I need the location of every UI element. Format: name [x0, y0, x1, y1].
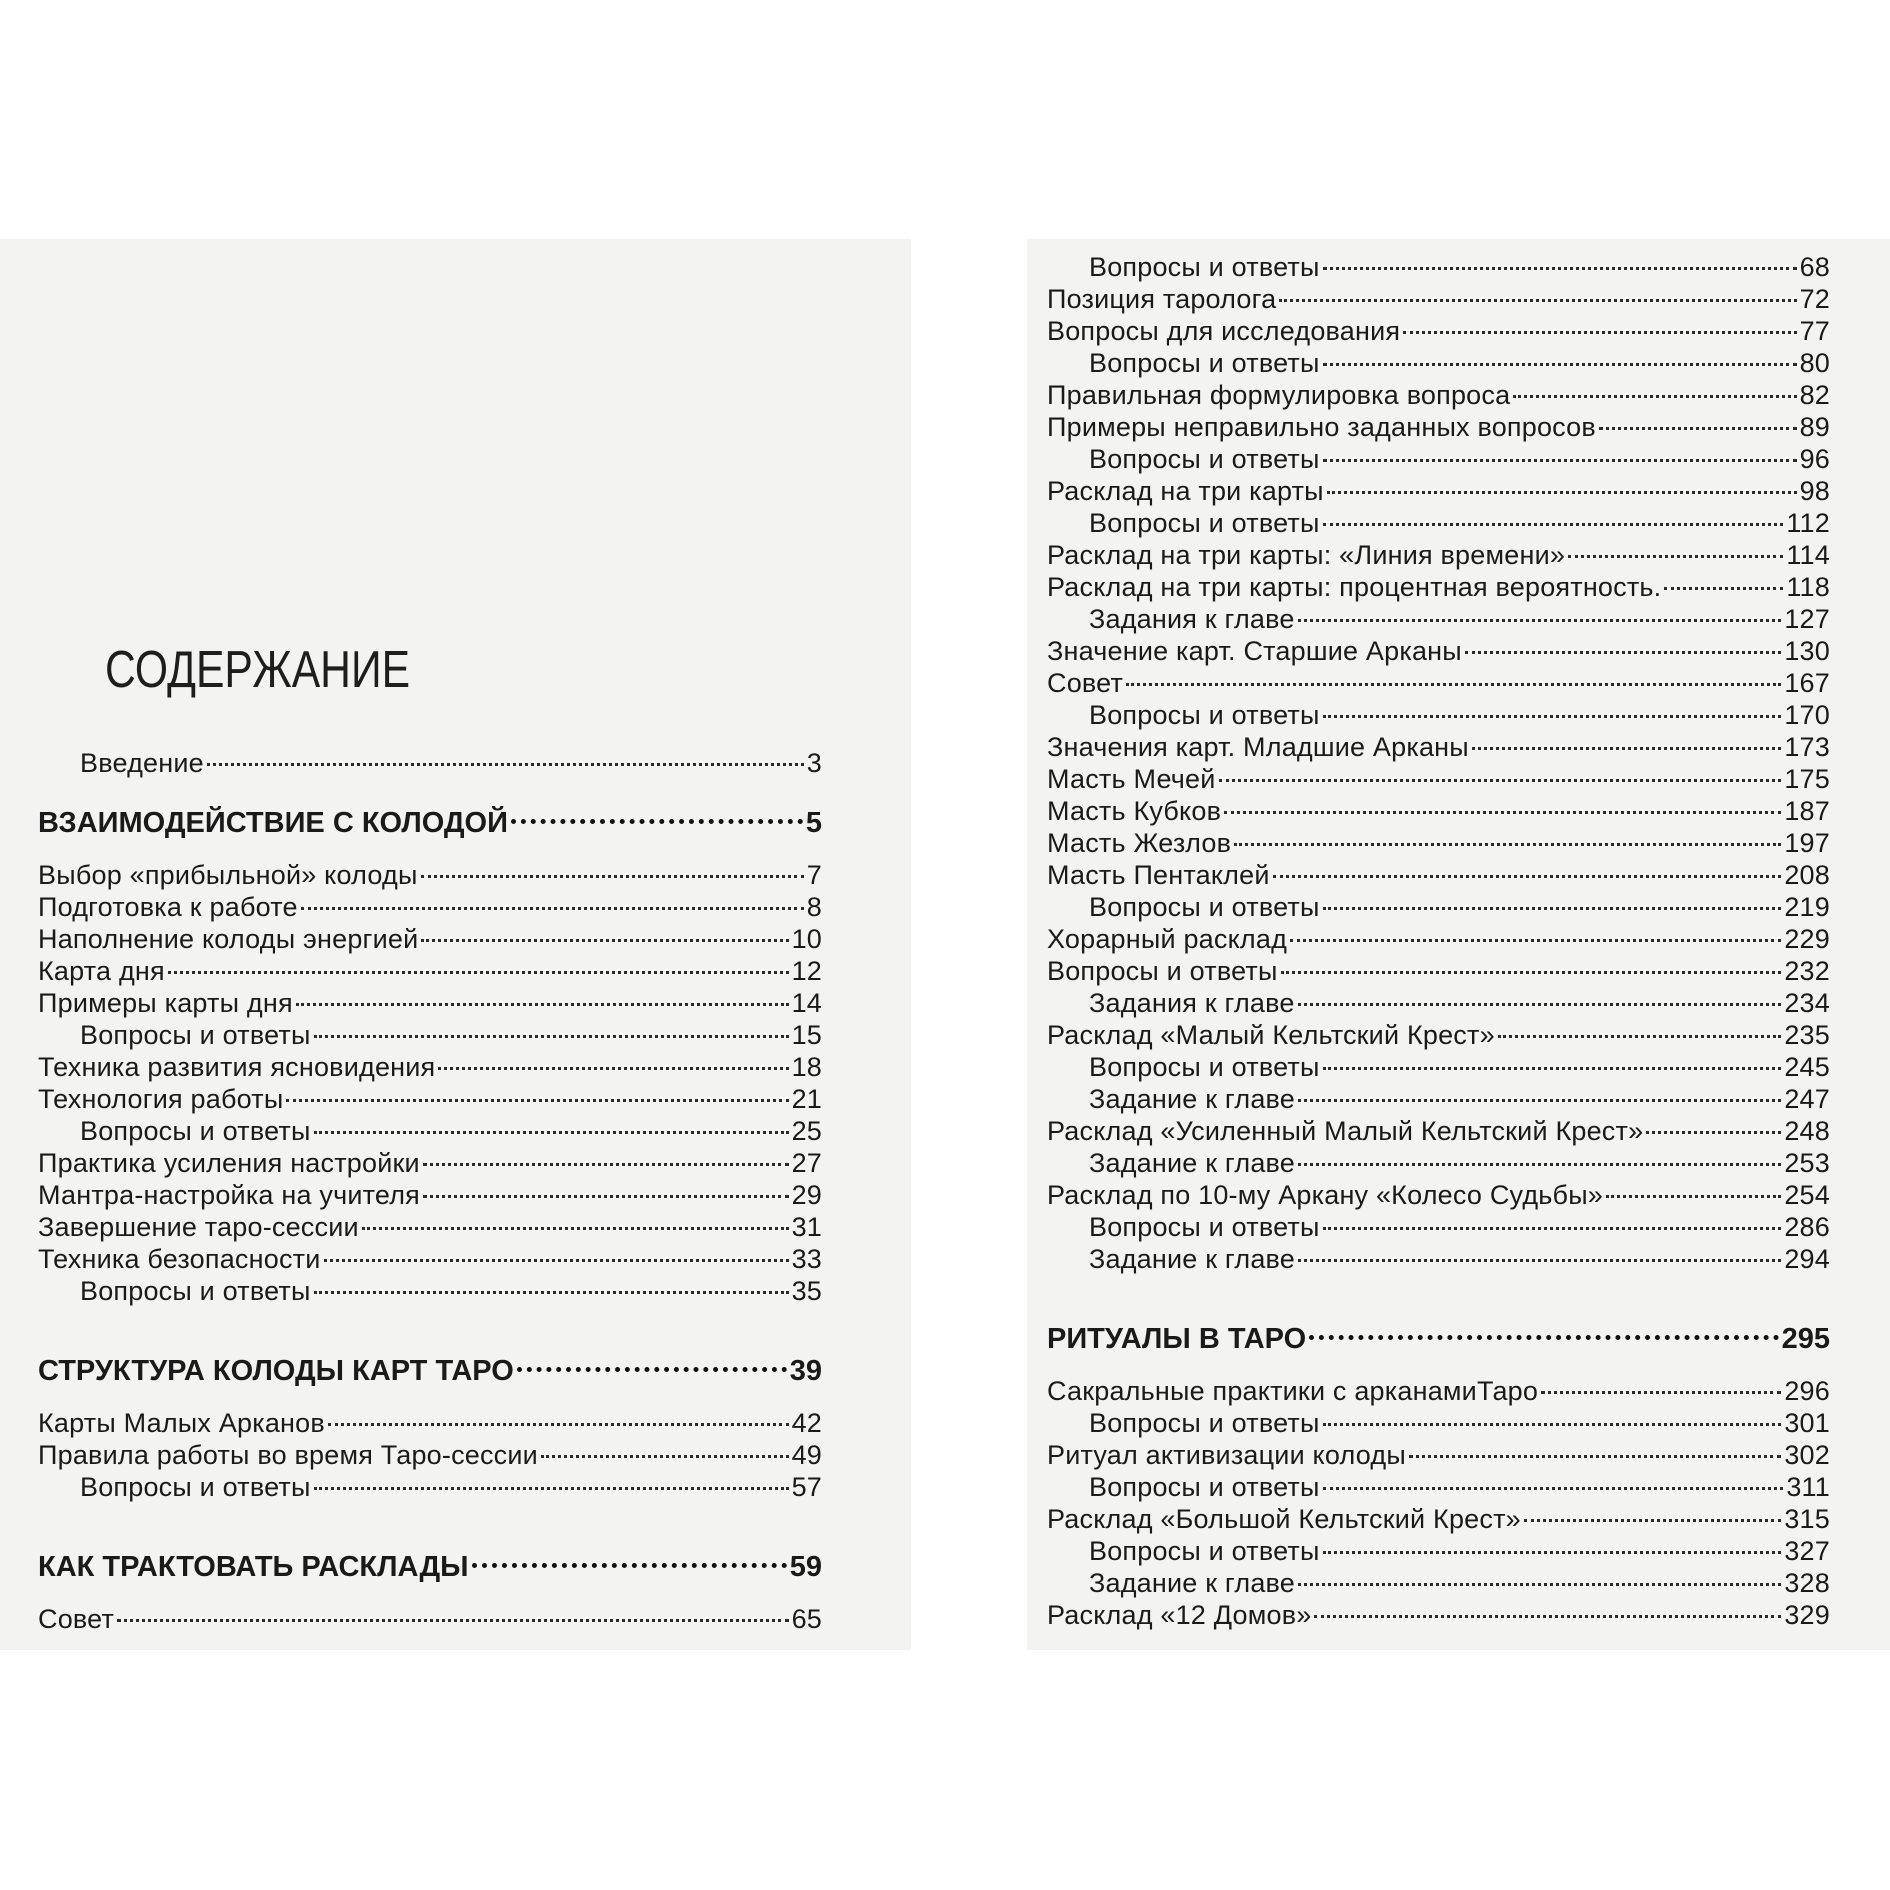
toc-entry [1047, 315, 1830, 347]
entry-title: Примеры карты дня [38, 988, 293, 1018]
toc-entry [1047, 1471, 1830, 1503]
page-number: 68 [1799, 252, 1830, 282]
toc-entry [1047, 1243, 1830, 1275]
entry-title: Ритуал активизации колоды [1047, 1440, 1406, 1470]
toc-entry [1047, 923, 1830, 955]
entry-title: Наполнение колоды энергией [38, 924, 419, 954]
dot-leader [1309, 1335, 1778, 1340]
dot-leader [1472, 747, 1781, 750]
dot-leader [1298, 1003, 1782, 1006]
page-number: 315 [1784, 1504, 1830, 1534]
page-number: 59 [789, 1551, 822, 1583]
dot-leader [1298, 1163, 1781, 1166]
dot-leader [1234, 843, 1781, 846]
entry-title: Вопросы и ответы [1089, 700, 1320, 730]
entry-title: Примеры неправильно заданных вопросов [1047, 412, 1596, 442]
toc-entry [1047, 827, 1830, 859]
page-number: 327 [1784, 1536, 1830, 1566]
dot-leader [1298, 1099, 1781, 1102]
page-number: 197 [1784, 828, 1830, 858]
entry-title: Правила работы во время Таро-сессии [38, 1440, 538, 1470]
page-number: 302 [1784, 1440, 1830, 1470]
toc-entry [38, 1471, 822, 1503]
dot-leader [1524, 1519, 1781, 1522]
page-number: 286 [1784, 1212, 1830, 1242]
toc-entry [38, 859, 822, 891]
toc-entry [1047, 1083, 1830, 1115]
page-number: 114 [1786, 540, 1830, 570]
page-number: 118 [1786, 572, 1830, 602]
page-number: 15 [791, 1020, 822, 1050]
spacer [38, 1307, 822, 1349]
toc-entry [1047, 1535, 1830, 1567]
page-number: 235 [1784, 1020, 1830, 1050]
dot-leader [1126, 683, 1781, 686]
page-number: 112 [1786, 508, 1830, 538]
page-number: 295 [1781, 1323, 1830, 1355]
page-number: 170 [1784, 700, 1830, 730]
toc-entry [1047, 699, 1830, 731]
entry-title: Расклад по 10-му Аркану «Колесо Судьбы» [1047, 1180, 1604, 1210]
toc-entry [1047, 795, 1830, 827]
toc-entry [38, 1019, 822, 1051]
dot-leader [423, 1163, 789, 1166]
entry-title: Сакральные практики с арканамиТаро [1047, 1376, 1539, 1406]
spacer [1047, 1275, 1830, 1317]
toc-entry [38, 1147, 822, 1179]
page-number: 127 [1784, 604, 1830, 634]
page-number: 328 [1784, 1568, 1830, 1598]
toc-entry [1047, 1407, 1830, 1439]
page-number: 173 [1784, 732, 1830, 762]
dot-leader [1646, 1131, 1781, 1134]
toc-entry [1047, 411, 1830, 443]
page-number: 31 [791, 1212, 822, 1242]
entry-title: Вопросы и ответы [1089, 252, 1320, 282]
toc-entry [1047, 1211, 1830, 1243]
page-number: 329 [1784, 1600, 1830, 1630]
entry-title: Правильная формулировка вопроса [1047, 380, 1511, 410]
page-number: 14 [791, 988, 822, 1018]
entry-title: Вопросы и ответы [1089, 1212, 1320, 1242]
toc-entry [1047, 283, 1830, 315]
page-number: 39 [789, 1355, 822, 1387]
page-number: 175 [1784, 764, 1830, 794]
dot-leader [1323, 1487, 1784, 1490]
page-number: 229 [1784, 924, 1830, 954]
page-number: 65 [791, 1604, 822, 1634]
toc-entry [1047, 1019, 1830, 1051]
entry-title: Задание к главе [1089, 1084, 1296, 1114]
dot-leader [423, 1195, 789, 1198]
page-number: 187 [1784, 796, 1830, 826]
entry-title: КАК ТРАКТОВАТЬ РАСКЛАДЫ [38, 1551, 469, 1583]
toc-entry [1047, 1375, 1830, 1407]
dot-leader [472, 1563, 787, 1568]
dot-leader [314, 1487, 789, 1490]
entry-title: Задание к главе [1089, 1244, 1296, 1274]
dot-leader [1513, 395, 1796, 398]
toc-entry [1047, 731, 1830, 763]
page-number: 247 [1784, 1084, 1830, 1114]
dot-leader [1224, 811, 1781, 814]
entry-title: Масть Мечей [1047, 764, 1216, 794]
entry-title: Значения карт. Младшие Арканы [1047, 732, 1469, 762]
entry-title: Технология работы [38, 1084, 284, 1114]
page-number: 12 [791, 956, 822, 986]
dot-leader [1599, 427, 1797, 430]
dot-leader [1281, 971, 1782, 974]
page-number: 82 [1799, 380, 1830, 410]
page-number: 96 [1799, 444, 1830, 474]
page-number: 42 [791, 1408, 822, 1438]
entry-title: Выбор «прибыльной» колоды [38, 860, 418, 890]
page-number: 248 [1784, 1116, 1830, 1146]
toc-entry [1047, 443, 1830, 475]
toc-entry [1047, 859, 1830, 891]
entry-title: Хорарный расклад [1047, 924, 1288, 954]
entry-title: Задание к главе [1089, 1568, 1296, 1598]
entry-title: ВЗАИМОДЕЙСТВИЕ С КОЛОДОЙ [38, 807, 508, 839]
dot-leader [314, 1131, 789, 1134]
page-number: 130 [1784, 636, 1830, 666]
toc-entry [38, 1603, 822, 1635]
toc-entry [38, 1439, 822, 1471]
toc-entry [1047, 251, 1830, 283]
toc-entry [1047, 1439, 1830, 1471]
page-number: 296 [1784, 1376, 1830, 1406]
dot-leader [296, 1003, 789, 1006]
entry-title: Вопросы и ответы [1089, 1536, 1320, 1566]
toc-chapter [38, 1545, 822, 1589]
toc-entry [38, 923, 822, 955]
entry-title: Вопросы и ответы [80, 1472, 311, 1502]
toc-entry [38, 891, 822, 923]
dot-leader [1465, 651, 1781, 654]
entry-title: Задания к главе [1089, 604, 1295, 634]
entry-title: Вопросы и ответы [1089, 892, 1320, 922]
dot-leader [1568, 555, 1783, 558]
toc-entry [1047, 1599, 1830, 1631]
page-number: 254 [1784, 1180, 1830, 1210]
dot-leader [207, 763, 804, 766]
toc-entry [1047, 379, 1830, 411]
toc-entry [1047, 347, 1830, 379]
dot-leader [1323, 267, 1797, 270]
entry-title: Введение [80, 748, 204, 778]
dot-leader [1314, 1615, 1781, 1618]
toc-entry [1047, 891, 1830, 923]
page-number: 57 [791, 1472, 822, 1502]
entry-title: Расклад «12 Домов» [1047, 1600, 1312, 1630]
dot-leader [1327, 491, 1797, 494]
dot-leader [314, 1035, 789, 1038]
toc-entry [38, 1115, 822, 1147]
dot-leader [314, 1291, 789, 1294]
dot-leader [541, 1455, 789, 1458]
page-number: 8 [806, 892, 822, 922]
toc-chapter [38, 1349, 822, 1393]
entry-title: Расклад «Большой Кельтский Крест» [1047, 1504, 1521, 1534]
dot-leader [1298, 1259, 1781, 1262]
entry-title: Техника развития ясновидения [38, 1052, 436, 1082]
page-number: 27 [791, 1148, 822, 1178]
entry-title: Масть Пентаклей [1047, 860, 1270, 890]
spacer [38, 779, 822, 801]
toc-entry [1047, 635, 1830, 667]
page-number: 245 [1784, 1052, 1830, 1082]
toc-entry [1047, 475, 1830, 507]
entry-title: Расклад на три карты [1047, 476, 1324, 506]
dot-leader [324, 1259, 789, 1262]
spacer [1047, 1361, 1830, 1375]
entry-title: Вопросы и ответы [1089, 348, 1320, 378]
dot-leader [168, 971, 789, 974]
entry-title: Совет [1047, 668, 1124, 698]
toc-entry [38, 1275, 822, 1307]
toc-entry [1047, 603, 1830, 635]
toc-entry [1047, 507, 1830, 539]
dot-leader [421, 939, 788, 942]
page-number: 77 [1799, 316, 1830, 346]
page-number: 25 [791, 1116, 822, 1146]
page-number: 3 [806, 748, 822, 778]
entry-title: Позиция таролога [1047, 284, 1277, 314]
dot-leader [517, 1367, 787, 1372]
toc-entry [1047, 539, 1830, 571]
toc-entry [1047, 1147, 1830, 1179]
page-number: 33 [791, 1244, 822, 1274]
toc-entry [1047, 1503, 1830, 1535]
toc-entry [38, 955, 822, 987]
dot-leader [328, 1423, 789, 1426]
entry-title: Задания к главе [1089, 988, 1295, 1018]
entry-title: Вопросы и ответы [80, 1020, 311, 1050]
dot-leader [438, 1067, 788, 1070]
page-number: 98 [1799, 476, 1830, 506]
dot-leader [1409, 1455, 1781, 1458]
dot-leader [362, 1227, 789, 1230]
toc-entry [38, 987, 822, 1019]
page-number: 301 [1784, 1408, 1830, 1438]
page-number: 208 [1784, 860, 1830, 890]
dot-leader [1323, 907, 1782, 910]
entry-title: Вопросы и ответы [1047, 956, 1278, 986]
toc-entry [38, 1179, 822, 1211]
page-number: 253 [1784, 1148, 1830, 1178]
page-number: 49 [791, 1440, 822, 1470]
dot-leader [1323, 523, 1784, 526]
dot-leader [1219, 779, 1782, 782]
toc-entry [1047, 1179, 1830, 1211]
dot-leader [1298, 1583, 1781, 1586]
entry-title: Мантра-настройка на учителя [38, 1180, 420, 1210]
page-number: 294 [1784, 1244, 1830, 1274]
entry-title: Карты Малых Арканов [38, 1408, 325, 1438]
dot-leader [421, 875, 804, 878]
page-number: 29 [791, 1180, 822, 1210]
page-number: 18 [791, 1052, 822, 1082]
toc-chapter [38, 801, 822, 845]
spacer [38, 1503, 822, 1545]
entry-title: Вопросы и ответы [1089, 1052, 1320, 1082]
toc-entry [1047, 667, 1830, 699]
toc-entry [1047, 571, 1830, 603]
entry-title: Вопросы и ответы [1089, 1408, 1320, 1438]
toc-entry [38, 1211, 822, 1243]
entry-title: Задание к главе [1089, 1148, 1296, 1178]
toc-entry [1047, 987, 1830, 1019]
page-number: 167 [1784, 668, 1830, 698]
dot-leader [511, 819, 803, 824]
dot-leader [117, 1619, 789, 1622]
page-number: 80 [1799, 348, 1830, 378]
entry-title: Вопросы и ответы [80, 1276, 311, 1306]
page-number: 311 [1786, 1472, 1830, 1502]
entry-title: Вопросы и ответы [1089, 508, 1320, 538]
page-number: 10 [791, 924, 822, 954]
page-number: 234 [1784, 988, 1830, 1018]
entry-title: Совет [38, 1604, 115, 1634]
toc-entry [38, 1407, 822, 1439]
spacer [38, 1393, 822, 1407]
toc-entry [38, 1083, 822, 1115]
dot-leader [1323, 1423, 1782, 1426]
page-number: 72 [1799, 284, 1830, 314]
entry-title: Карта дня [38, 956, 165, 986]
toc-list-right [1047, 251, 1830, 1631]
entry-title: РИТУАЛЫ В ТАРО [1047, 1323, 1307, 1355]
entry-title: Расклад «Усиленный Малый Кельтский Крест» [1047, 1116, 1644, 1146]
dot-leader [1323, 1067, 1782, 1070]
page-number: 21 [791, 1084, 822, 1114]
spacer [38, 1589, 822, 1603]
dot-leader [301, 907, 804, 910]
page-number: 7 [806, 860, 822, 890]
dot-leader [1664, 587, 1783, 590]
spacer [38, 845, 822, 859]
entry-title: Завершение таро-сессии [38, 1212, 359, 1242]
dot-leader [1298, 619, 1782, 622]
entry-title: Масть Кубков [1047, 796, 1222, 826]
dot-leader [1403, 331, 1796, 334]
dot-leader [1290, 939, 1781, 942]
entry-title: Техника безопасности [38, 1244, 321, 1274]
entry-title: Вопросы и ответы [80, 1116, 311, 1146]
entry-title: Вопросы и ответы [1089, 444, 1320, 474]
entry-title: Подготовка к работе [38, 892, 298, 922]
page-number: 35 [791, 1276, 822, 1306]
dot-leader [1323, 1227, 1782, 1230]
toc-entry [1047, 763, 1830, 795]
dot-leader [1323, 715, 1782, 718]
dot-leader [286, 1099, 788, 1102]
entry-title: Масть Жезлов [1047, 828, 1232, 858]
entry-title: Расклад на три карты: «Линия времени» [1047, 540, 1566, 570]
toc-entry [1047, 955, 1830, 987]
dot-leader [1279, 299, 1796, 302]
entry-title: Расклад на три карты: процентная вероятность. [1047, 572, 1662, 602]
dot-leader [1541, 1391, 1781, 1394]
toc-list-left [38, 747, 822, 1635]
entry-title: СТРУКТУРА КОЛОДЫ КАРТ ТАРО [38, 1355, 514, 1387]
dot-leader [1498, 1035, 1782, 1038]
dot-leader [1273, 875, 1782, 878]
entry-title: Значение карт. Старшие Арканы [1047, 636, 1462, 666]
toc-entry [1047, 1567, 1830, 1599]
dot-leader [1323, 1551, 1782, 1554]
dot-leader [1323, 363, 1797, 366]
toc-entry [1047, 1051, 1830, 1083]
toc-chapter [1047, 1317, 1830, 1361]
toc-entry [38, 1243, 822, 1275]
dot-leader [1606, 1195, 1781, 1198]
page-number: 5 [805, 807, 822, 839]
entry-title: Практика усиления настройки [38, 1148, 420, 1178]
entry-title: Вопросы и ответы [1089, 1472, 1320, 1502]
page-number: 89 [1799, 412, 1830, 442]
page-number: 232 [1784, 956, 1830, 986]
entry-title: Расклад «Малый Кельтский Крест» [1047, 1020, 1495, 1050]
dot-leader [1323, 459, 1797, 462]
entry-title: Вопросы для исследования [1047, 316, 1401, 346]
toc-title: СОДЕРЖАНИЕ [105, 641, 411, 699]
page-number: 219 [1784, 892, 1830, 922]
toc-entry [38, 1051, 822, 1083]
toc-entry [1047, 1115, 1830, 1147]
toc-entry [38, 747, 822, 779]
